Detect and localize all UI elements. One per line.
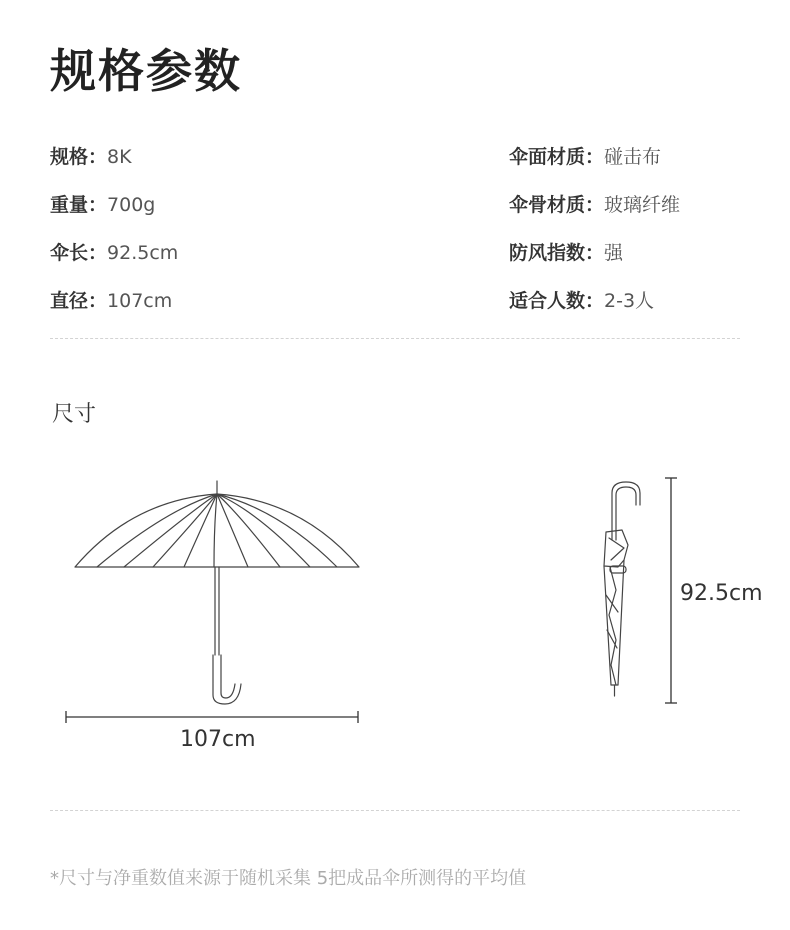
closed-length-label: 92.5cm [680,581,763,606]
spec-rib-material-label: 伞骨材质： [509,194,605,216]
spec-diameter-value: 107cm [107,290,173,312]
spec-diameter-label: 直径： [50,290,108,312]
spec-size-value: 8K [107,146,132,168]
size-section-heading: 尺寸 [52,402,97,427]
spec-capacity-label: 适合人数： [509,290,605,312]
spec-length-value: 92.5cm [107,242,179,264]
length-dimension-line [665,478,677,703]
open-width-label: 107cm [180,727,256,752]
open-umbrella-icon [75,481,359,704]
page-title: 规格参数 [50,44,242,98]
spec-wind-resistance-label: 防风指数： [509,242,605,264]
divider-bottom [50,810,740,811]
spec-canopy-material-value: 碰击布 [604,146,662,168]
spec-canopy-material-label: 伞面材质： [509,146,605,168]
width-dimension-line [66,711,358,723]
footnote: *尺寸与净重数值来源于随机采集 5把成品伞所测得的平均值 [50,868,527,889]
spec-weight-label: 重量： [50,194,108,216]
spec-weight-value: 700g [107,194,156,216]
spec-size-label: 规格： [50,146,108,168]
spec-rib-material-value: 玻璃纤维 [604,194,681,216]
spec-wind-resistance-value: 强 [604,242,624,264]
closed-umbrella-icon [604,482,640,696]
spec-length-label: 伞长： [50,242,108,264]
spec-capacity-value: 2-3人 [604,290,655,312]
